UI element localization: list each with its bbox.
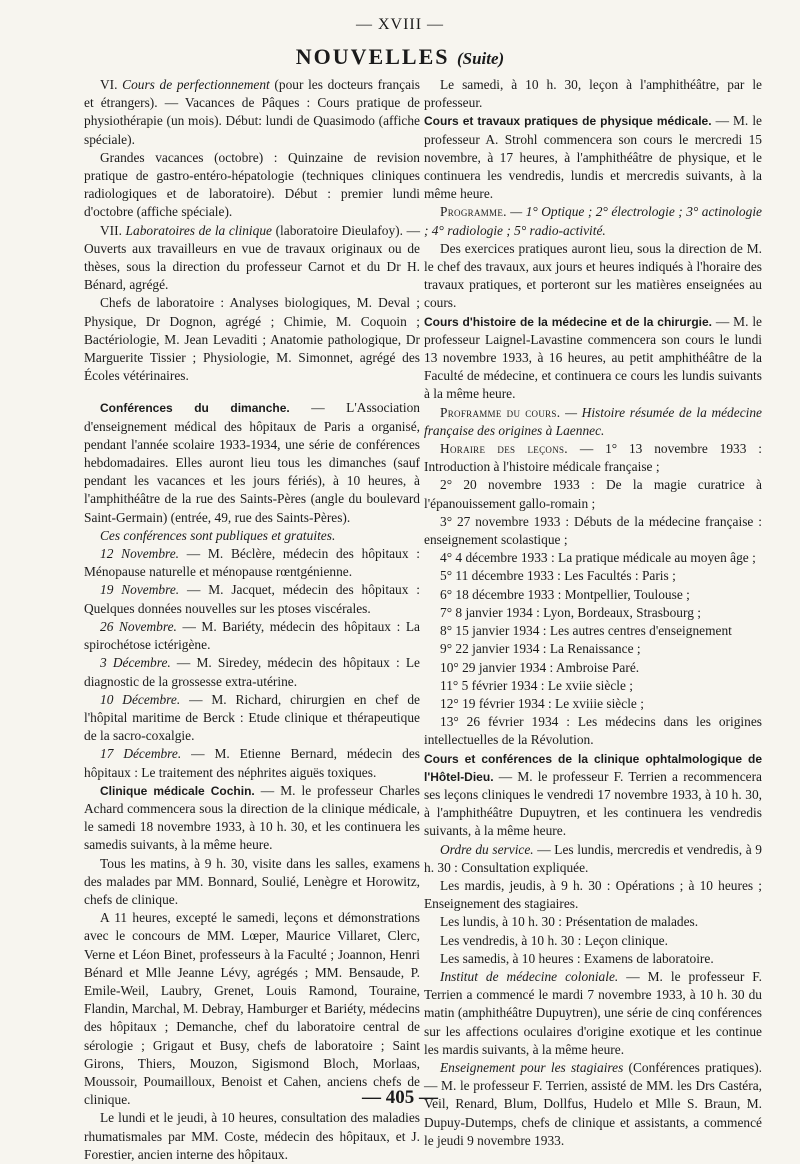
- schedule-item: 2° 20 novembre 1933 : De la magie curatrice à l'épanouissement gallo-romain ;: [424, 477, 762, 511]
- paragraph-programme-physique: Programme. — 1° Optique ; 2° électrologie ; 3° actinologie ; 4° radiologie ; 5° radio-activité.: [424, 204, 762, 238]
- paragraph-laboratoires: VII. Laboratoires de la clinique (laboratoire Dieulafoy). — Ouverts aux travailleurs en vue de travaux originaux ou de thèses, sous la direction du professeur Carnot et du Dr H. Bénard, agrégé.: [84, 222, 420, 293]
- paragraph-lundis: Les lundis, à 10 h. 30 : Présentation de malades.: [440, 914, 699, 930]
- right-column: [424, 76, 762, 1150]
- page-title: [0, 44, 800, 70]
- paragraph-chefs-laboratoire: Chefs de laboratoire : Analyses biologiques, M. Deval ; Physique, Dr Dognon, agrégé ; Chimie, M. Coquoin ; Bactériologie, M. Jean Levaditi ; Anatomie pathologique, Dr Marguerite Tissier ; Physiologie, M. Simonnet, agrégé des Écoles vétérinaires.: [84, 295, 420, 384]
- paragraph-grandes-vacances: Grandes vacances (octobre) : Quinzaine de revision pratique de gastro-entéro-hépatologie (techniques cliniques radiologiques et de laboratoire). Début : premier lundi d'octobre (affiche spéciale).: [84, 149, 420, 220]
- paragraph-conferences-note: Ces conférences sont publiques et gratuites.: [100, 527, 336, 543]
- schedule-item: 9° 22 janvier 1934 : La Renaissance ;: [440, 641, 641, 657]
- paragraph-visite-matin: Tous les matins, à 9 h. 30, visite dans les salles, examens des malades par MM. Bonnard, Soulié, Lenègre et Horowitz, chefs de clinique.: [84, 855, 420, 907]
- left-column: [84, 76, 420, 1164]
- lecture-item: 10 Décembre. — M. Richard, chirurgien en chef de l'hôpital maritime de Berck : Etude clinique et thérapeutique de la sacro-coxalgie.: [84, 691, 421, 744]
- paragraph-histoire-medecine: Cours d'histoire de la médecine et de la chirurgie. — M. le professeur Laignel-Lavastine commencera son cours le lundi 13 novembre 1933, à 16 heures, au petit amphithéâtre de la Faculté de médecine, et continuera ce cours les lundis suivants à la même heure.: [424, 313, 762, 402]
- paragraph-ordre-service: Ordre du service. — Les lundis, mercredis et vendredis, à 9 h. 30 : Consultation expliquée.: [424, 841, 762, 875]
- lecture-item: 3 Décembre. — M. Siredey, médecin des hôpitaux : Le diagnostic de la grossesse extra-utérine.: [84, 655, 420, 689]
- schedule-item: 11° 5 février 1934 : Le xviie siècle ;: [440, 677, 634, 693]
- paragraph-exercices-pratiques: Des exercices pratiques auront lieu, sous la direction de M. le chef des travaux, aux jours et heures indiqués à l'horaire des travaux pratiques, et porteront sur les matières enseignées au cours.: [424, 240, 762, 311]
- section-number: — XVIII —: [355, 16, 445, 33]
- paragraph-conferences-dimanche: Conférences du dimanche. — L'Association d'enseignement médical des hôpitaux de Paris a organisé, pendant l'année scolaire 1933-1934, une série de conférences hebdomadaires. Elles auront lieu tous les dimanches (sauf pendant les vacances et les jours fériés), à 10 heures, à l'amphithéâtre de la rue des Saints-Pères (angle du boulevard Saint-Germain) (entrée, 49, rue des Saints-Pères).: [84, 400, 420, 525]
- page-number: — 405 —: [362, 1087, 438, 1108]
- schedule-item: 6° 18 décembre 1933 : Montpellier, Toulouse ;: [440, 586, 690, 602]
- paragraph-physique-medicale: Cours et travaux pratiques de physique médicale. — M. le professeur A. Strohl commencera son cours le mercredi 15 novembre, à 17 heures, à l'amphithéâtre de physique, et le continuera les vendredis, lundis et mercredis suivants, à la même heure.: [424, 113, 762, 202]
- schedule-item: 7° 8 janvier 1934 : Lyon, Bordeaux, Strasbourg ;: [440, 604, 701, 620]
- schedule-item: Horaire des leçons. — 1° 13 novembre 1933 : Introduction à l'histoire médicale française ;: [424, 441, 762, 475]
- paragraph-cours-perfectionnement: VI. Cours de perfectionnement (pour les docteurs français et étrangers). — Vacances de Pâques : Cours pratique de physiothérapie (un mois). Début: lundi de Quasimodo (affiche spéciale).: [84, 77, 420, 147]
- schedule-item: 10° 29 janvier 1934 : Ambroise Paré.: [440, 659, 640, 675]
- schedule-item: 5° 11 décembre 1933 : Les Facultés : Paris ;: [440, 568, 676, 584]
- lecture-item: 19 Novembre. — M. Jacquet, médecin des hôpitaux : Quelques données nouvelles sur les ptoses viscérales.: [84, 582, 420, 616]
- paragraph-samedi-lecon: Le samedi, à 10 h. 30, leçon à l'amphithéâtre, par le professeur.: [424, 77, 762, 111]
- paragraph-consultation-rhumatismes: Le lundi et le jeudi, à 10 heures, consultation des maladies rhumatismales par MM. Coste, médecin des hôpitaux, et J. Forestier, ancien interne des hôpitaux.: [84, 1110, 420, 1162]
- lecture-item: 12 Novembre. — M. Béclère, médecin des hôpitaux : Ménopause naturelle et ménopause rœntgénienne.: [84, 546, 420, 580]
- schedule-item: 12° 19 février 1934 : Le xviiie siècle ;: [440, 695, 644, 711]
- schedule-item: 13° 26 février 1934 : Les médecins dans les origines intellectuelles de la Révolution.: [424, 714, 762, 748]
- paragraph-vendredis: Les vendredis, à 10 h. 30 : Leçon clinique.: [440, 932, 668, 948]
- title-suffix: (Suite): [456, 49, 505, 68]
- title-text: NOUVELLES: [295, 44, 450, 69]
- paragraph-programme-histoire: Proframme du cours. — Histoire résumée de la médecine française des origines à Laennec.: [424, 404, 762, 438]
- lecture-item: 17 Décembre. — M. Etienne Bernard, médecin des hôpitaux : Le traitement des néphrites aiguës toxiques.: [84, 746, 421, 780]
- paragraph-samedis: Les samedis, à 10 heures : Examens de laboratoire.: [440, 950, 714, 966]
- paragraph-clinique-cochin: Clinique médicale Cochin. — M. le professeur Charles Achard commencera sous la direction de la clinique médicale, le samedi 18 novembre 1933, à 10 h. 30, et les continuera les samedis suivants, à la même heure.: [84, 782, 420, 853]
- paragraph-onze-heures: A 11 heures, excepté le samedi, leçons et démonstrations avec le concours de MM. Lœper, Maurice Villaret, Clerc, Verne et Léon Binet, professeurs à la Faculté ; Joannon, Henri Bénard et Mlle Jeanne Lévy, agrégés ; MM. Bensaude, P. Emile-Weil, Laubry, Grenet, Louis Ramond, Touraine, Flandin, Marchal, M. Debray, Hamburger et Bariéty, médecins des hôpitaux ; Demanche, chef du laboratoire central de sérologie ; Grigaut et Busy, chefs de laboratoire ; Saint Girons, Thiers, Mouzon, Sigismond Bloch, Morlaas, Moussoir, Poumailloux, Benoist et Cahen, anciens chefs de clinique.: [84, 910, 420, 1108]
- schedule-item: 4° 4 décembre 1933 : La pratique médicale au moyen âge ;: [440, 550, 756, 566]
- lecture-item: 26 Novembre. — M. Bariéty, médecin des hôpitaux : La spirochétose ictérigène.: [84, 618, 421, 653]
- schedule-item: 8° 15 janvier 1934 : Les autres centres d'enseignement: [440, 623, 732, 639]
- paragraph-mardis-jeudis: Les mardis, jeudis, à 9 h. 30 : Opérations ; à 10 heures ; Enseignement des stagiaires.: [424, 877, 762, 912]
- paragraph-enseignement-stagiaires: Enseignement pour les stagiaires (Conférences pratiques). — M. le professeur F. Terrien, assisté de MM. les Drs Castéra, Veil, Renard, Blum, Dollfus, Hudelo et Mlle S. Braun, M. Dupuy-Dutemps, chefs de clinique et assistants, a commencé le jeudi 9 novembre 1933.: [424, 1059, 762, 1148]
- schedule-item: 3° 27 novembre 1933 : Débuts de la médecine française : enseignement scolastique ;: [424, 513, 762, 548]
- paragraph-clinique-ophtalmologique: Cours et conférences de la clinique ophtalmologique de l'Hôtel-Dieu. — M. le professeur F. Terrien a recommencera ses leçons cliniques le vendredi 17 novembre 1933, à 10 h. 30, à l'amphithéâtre Dupuytren, et les continuera les vendredis suivants, à la même heure.: [424, 751, 762, 839]
- paragraph-institut-coloniale: Institut de médecine coloniale. — M. le professeur F. Terrien a commencé le mardi 7 novembre 1933, à 10 h. 30 du matin (amphithéâtre Dupuytren), une série de cinq conférences sur les affections oculaires d'origine exotique et les continue les mardis suivants, à la même heure.: [424, 968, 763, 1057]
